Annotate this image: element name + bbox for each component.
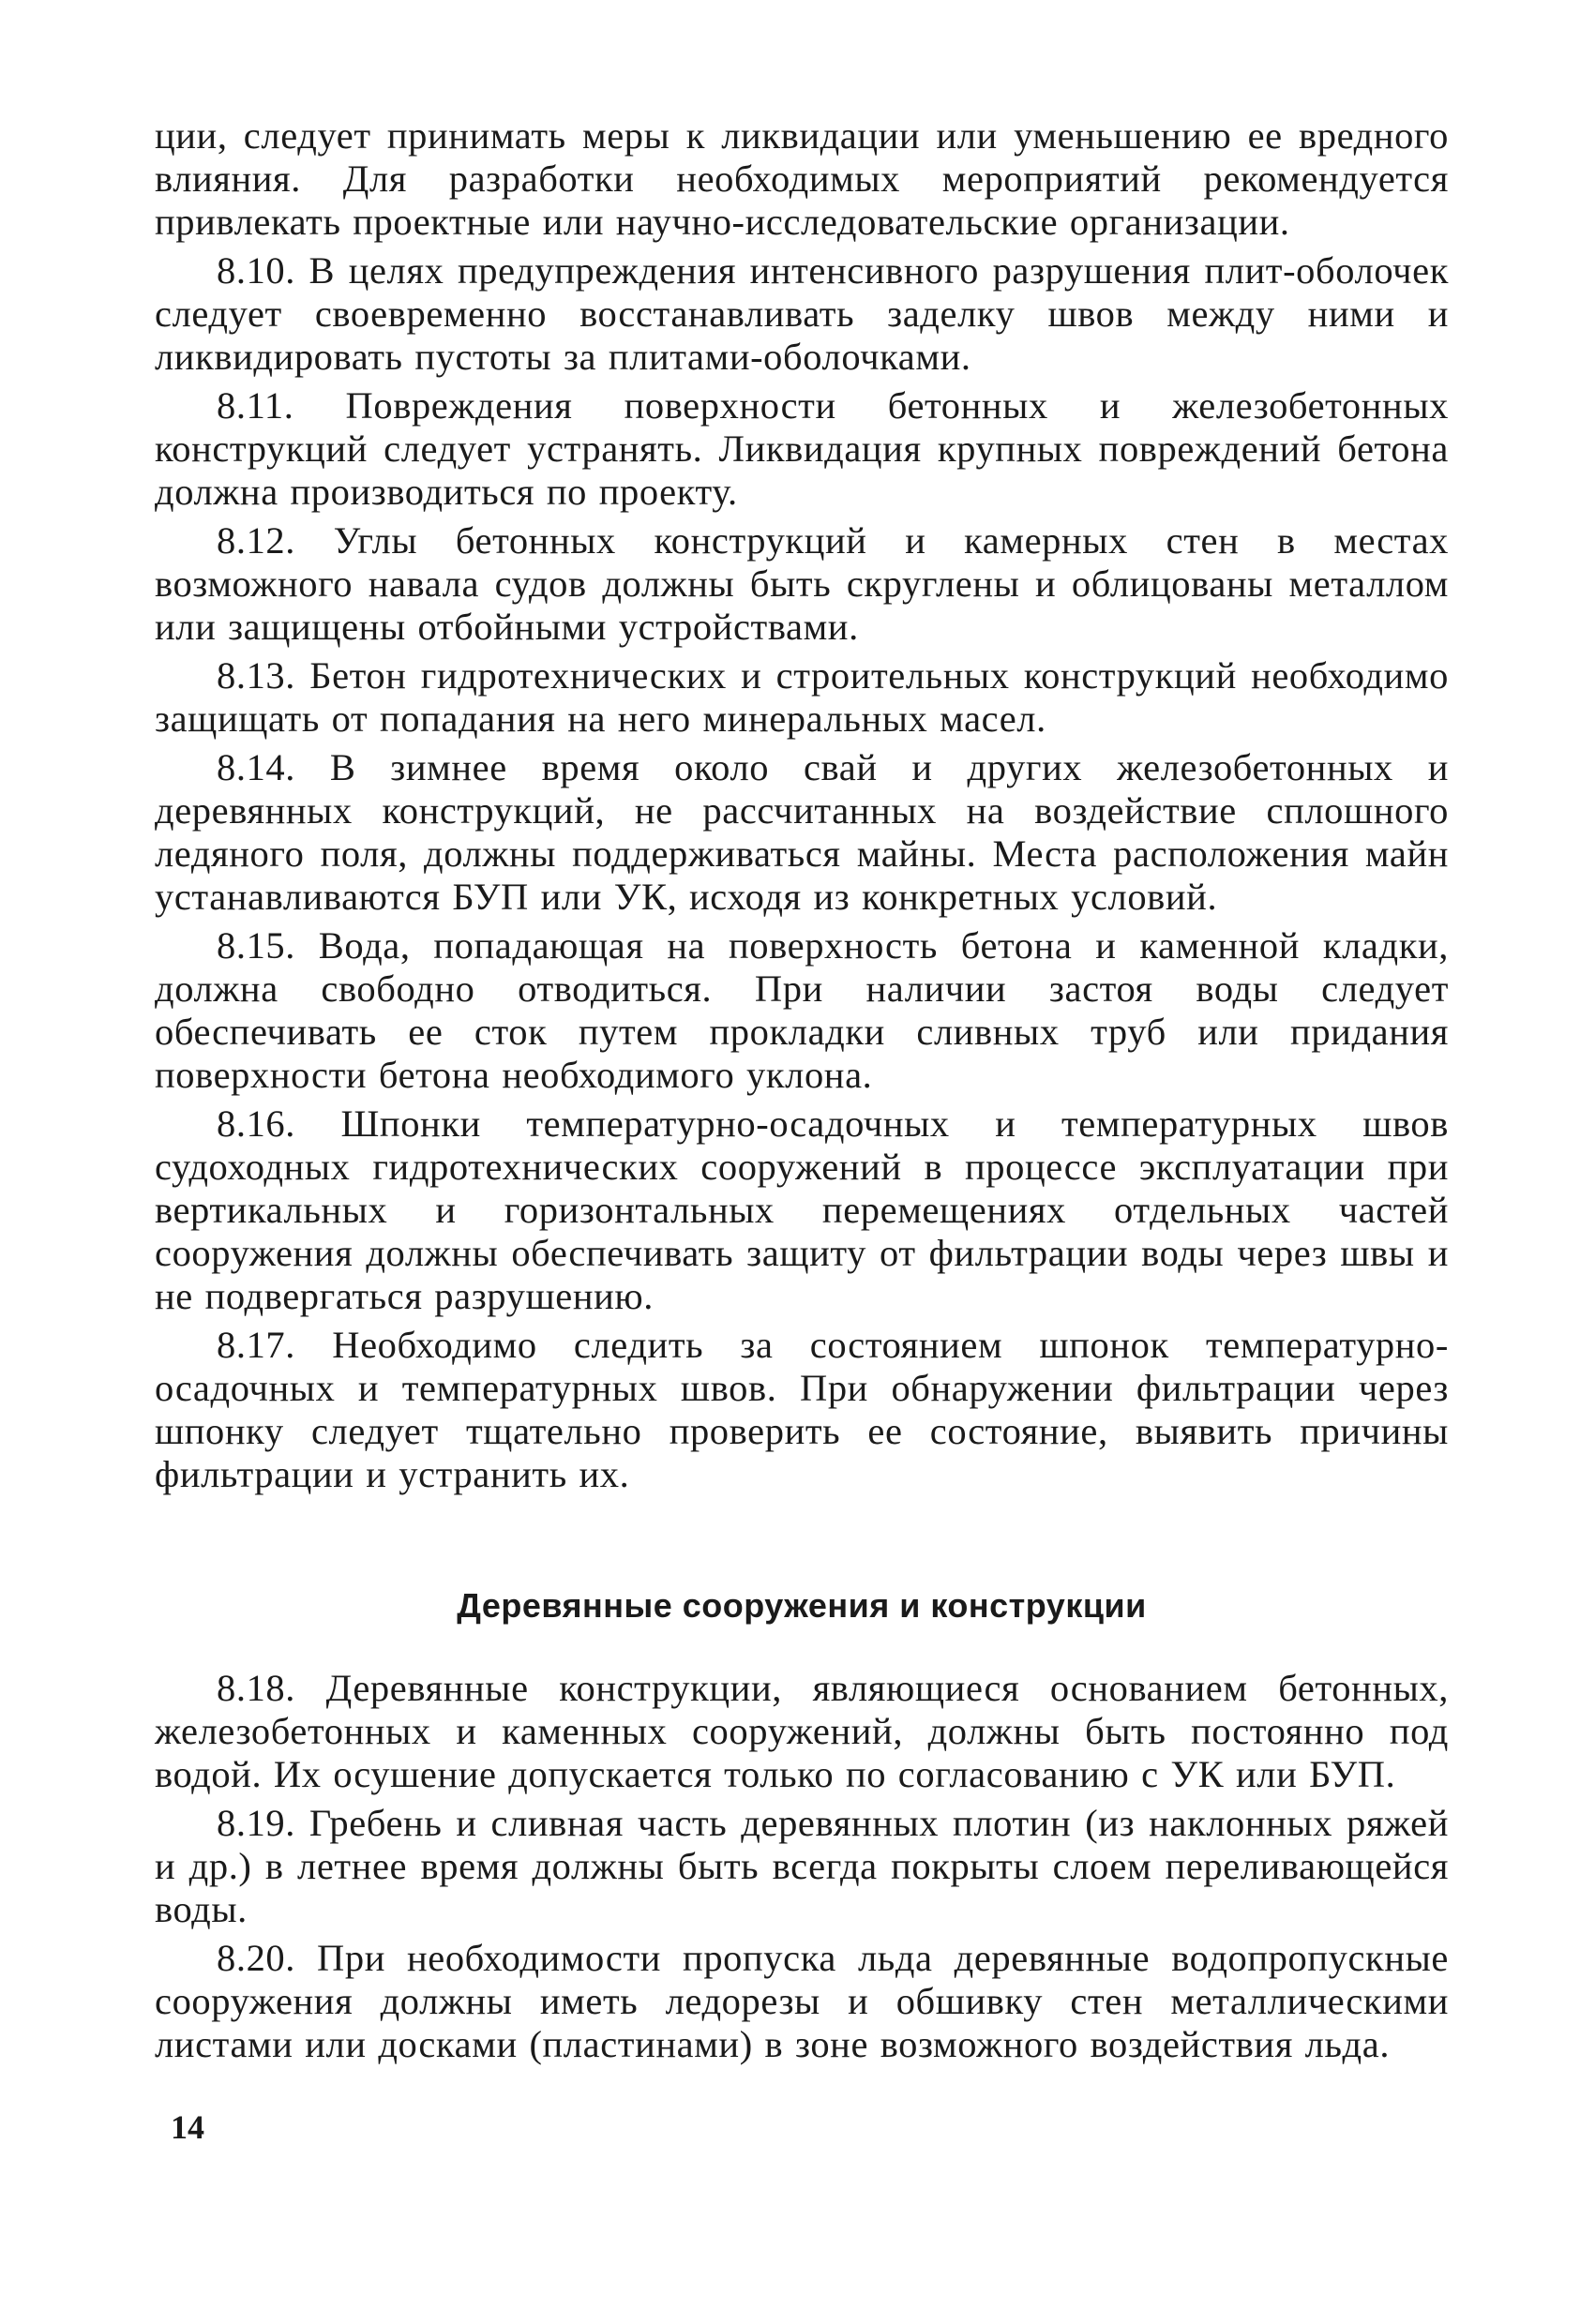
paragraph-8-17: 8.17. Необходимо следить за состоянием шпонок температурно-осадочных и температурных швов. При обнаружении фильтрации через шпонку следует тщательно проверить ее состояние, выявить причины фильтрации и устранить их. [155,1324,1449,1495]
paragraph-8-13: 8.13. Бетон гидротехнических и строительных конструкций необходимо защищать от попадания на него минеральных масел. [155,654,1449,740]
document-page [155,114,1449,2066]
paragraph-8-15: 8.15. Вода, попадающая на поверхность бетона и каменной кладки, должна свободно отводиться. При наличии застоя воды следует обеспечивать ее сток путем прокладки сливных труб или придания поверхности бетона необходимого уклона. [155,924,1449,1096]
paragraph-8-18: 8.18. Деревянные конструкции, являющиеся основанием бетонных, железобетонных и каменных сооружений, должны быть постоянно под водой. Их осушение допускается только по согласованию с УК или БУП. [155,1667,1449,1795]
paragraph-8-14: 8.14. В зимнее время около свай и других железобетонных и деревянных конструкций, не рассчитанных на воздействие сплошного ледяного поля, должны поддерживаться майны. Места расположения майн устанавливаются БУП или УК, исходя из конкретных условий. [155,746,1449,918]
section-heading: Деревянные сооружения и конструкции [457,1586,1147,1625]
paragraph-continuation: ции, следует принимать меры к ликвидации или уменьшению ее вредного влияния. Для разработки необходимых мероприятий рекомендуется привлекать проектные или научно-исследовательские организации. [155,114,1449,243]
page-number: 14 [171,2108,204,2146]
paragraph-8-20: 8.20. При необходимости пропуска льда деревянные водопропускные сооружения должны иметь ледорезы и обшивку стен металлическими листами или досками (пластинами) в зоне возможного воздействия льда. [155,1937,1449,2065]
paragraph-8-19: 8.19. Гребень и сливная часть деревянных плотин (из наклонных ряжей и др.) в летнее время должны быть всегда покрыты слоем переливающейся воды. [155,1802,1449,1930]
paragraph-8-12: 8.12. Углы бетонных конструкций и камерных стен в местах возможного навала судов должны быть скруглены и облицованы металлом или защищены отбойными устройствами. [155,519,1449,648]
paragraph-8-16: 8.16. Шпонки температурно-осадочных и температурных швов судоходных гидротехнических сооружений в процессе эксплуатации при вертикальных и горизонтальных перемещениях отдельных частей сооружения должны обеспечивать защиту от фильтрации воды через швы и не подвергаться разрушению. [155,1102,1449,1317]
paragraph-8-10: 8.10. В целях предупреждения интенсивного разрушения плит-оболочек следует своевременно восстанавливать заделку швов между ними и ликвидировать пустоты за плитами-оболочками. [155,249,1449,378]
paragraph-8-11: 8.11. Повреждения поверхности бетонных и железобетонных конструкций следует устранять. Ликвидация крупных повреждений бетона должна производиться по проекту. [155,384,1449,513]
